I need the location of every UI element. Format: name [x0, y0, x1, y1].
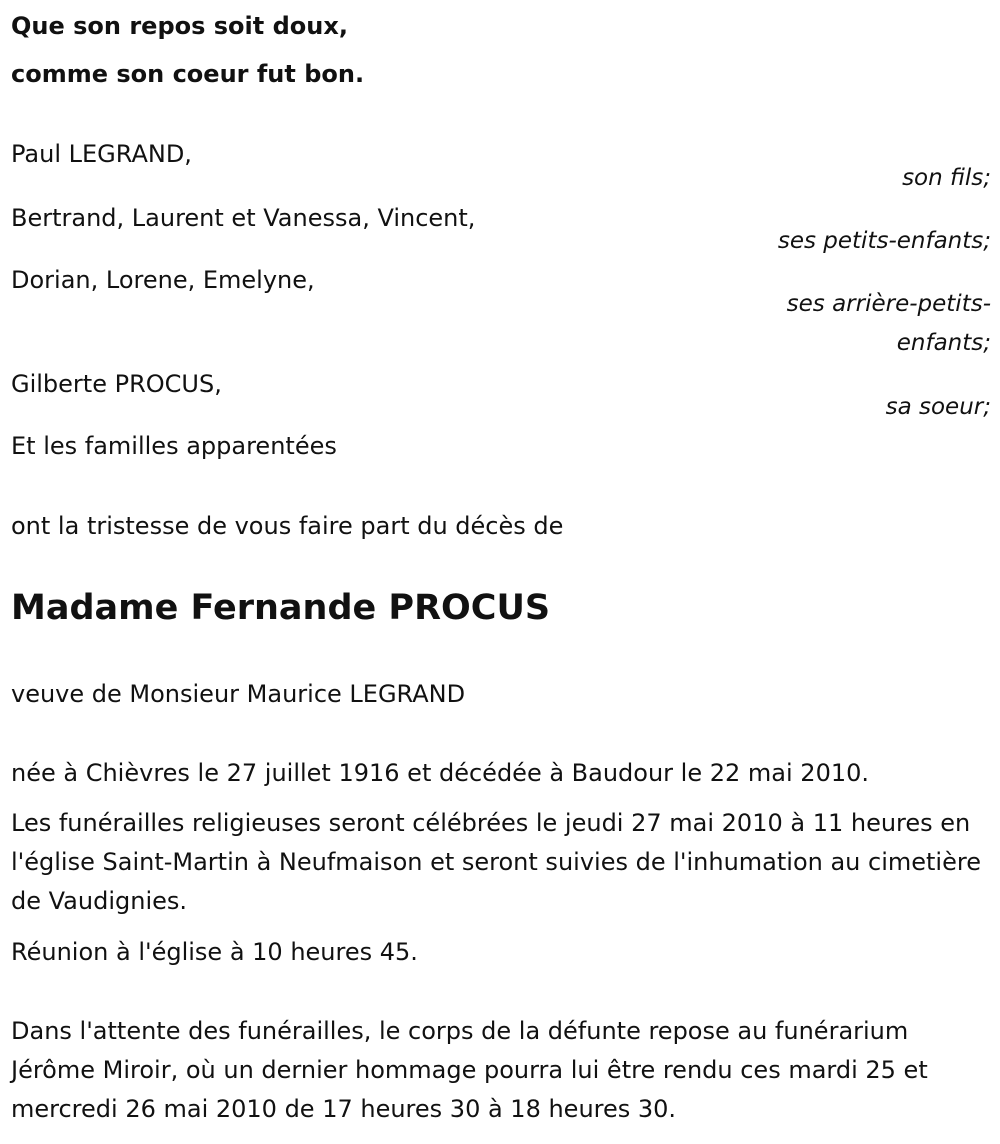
meeting-text: Réunion à l'église à 10 heures 45.: [11, 938, 418, 966]
family-relation-grandchildren: ses petits-enfants;: [777, 228, 991, 254]
family-relation-son: son fils;: [902, 165, 991, 191]
family-relation-great-grandchildren: ses arrière-petits-enfants;: [786, 291, 991, 356]
related-families: Et les familles apparentées: [11, 432, 337, 460]
widow-of: veuve de Monsieur Maurice LEGRAND: [11, 680, 466, 708]
family-names-sister: Gilberte PROCUS,: [11, 370, 222, 398]
epitaph-line-1: Que son repos soit doux,: [11, 12, 348, 40]
family-names-son: Paul LEGRAND,: [11, 140, 192, 168]
obituary-notice: [11, 0, 991, 1144]
deceased-name: Madame Fernande PROCUS: [11, 588, 551, 628]
family-names-grandchildren: Bertrand, Laurent et Vanessa, Vincent,: [11, 204, 476, 232]
announcement-text: ont la tristesse de vous faire part du décès de: [11, 512, 564, 540]
family-relation-sister: sa soeur;: [885, 394, 991, 420]
epitaph-line-2: comme son coeur fut bon.: [11, 60, 365, 88]
birth-death-text: née à Chièvres le 27 juillet 1916 et décédée à Baudour le 22 mai 2010.: [11, 759, 869, 787]
viewing-text: Dans l'attente des funérailles, le corps de la défunte repose au funérarium Jérôme Miroir, où un dernier hommage pourra lui être rendu ces mardi 25 et mercredi 26 mai 2010 de 17 heures 30 à 18 heures 30.: [11, 1017, 928, 1123]
family-names-great-grandchildren: Dorian, Lorene, Emelyne,: [11, 266, 315, 294]
funeral-text: Les funérailles religieuses seront célébrées le jeudi 27 mai 2010 à 11 heures en l'église Saint-Martin à Neufmaison et seront suivies de l'inhumation au cimetière de Vaudignies.: [11, 809, 981, 915]
